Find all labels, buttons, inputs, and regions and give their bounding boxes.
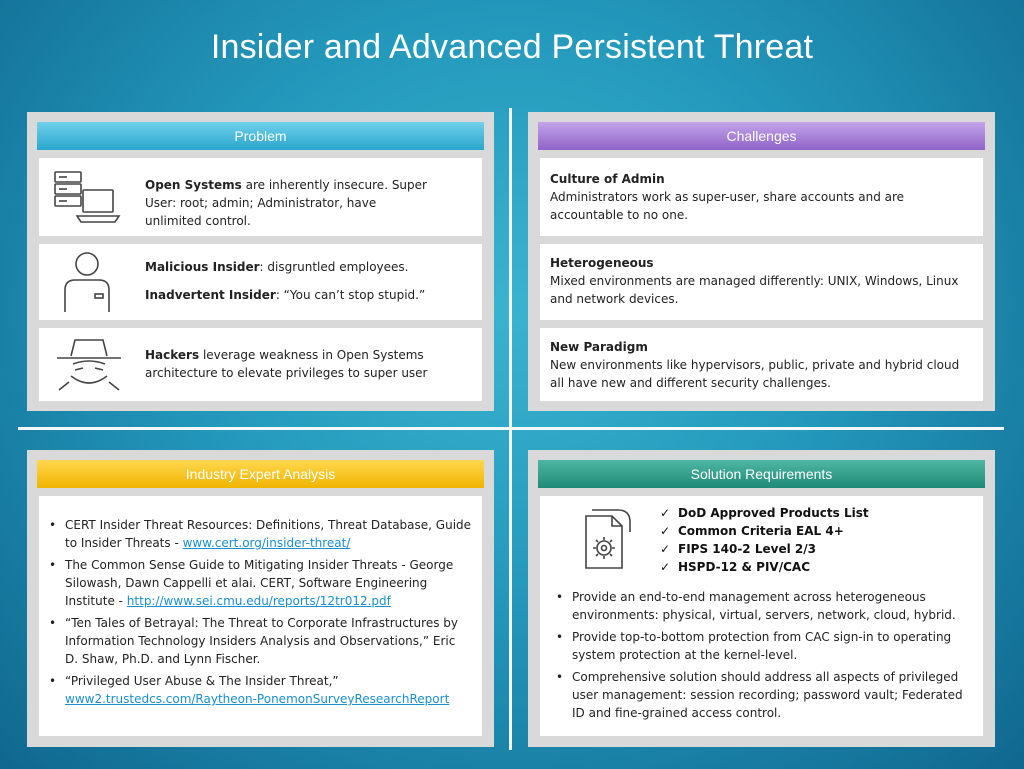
solution-list <box>554 588 972 726</box>
page-title: Insider and Advanced Persistent Threat <box>210 28 814 66</box>
challenge-row-new-paradigm <box>540 328 983 401</box>
list-item: • Provide top-to-bottom protection from CAC sign-in to operating system protection at the kernel-level. <box>556 630 952 662</box>
document-gear-icon <box>578 508 638 572</box>
certification-checklist <box>660 504 980 576</box>
list-item: • Provide an end-to-end management across heterogeneous environments: physical, virtual, servers, network, cloud, hybrid. <box>556 590 956 622</box>
list-item: • “Ten Tales of Betrayal: The Threat to Corporate Infrastructures by Information Technology Insiders Analysis and Observations,” Eric D. Shaw, Ph.D. and Lynn Fischer. <box>49 616 458 666</box>
list-item: ✓ Common Criteria EAL 4+ <box>660 524 844 538</box>
check-icon: ✓ <box>660 506 671 520</box>
challenge-row-heterogeneous <box>540 244 983 320</box>
open-systems-text: Open Systems are inherently insecure. Super User: root; admin; Administrator, have unlimited control. <box>145 178 427 228</box>
cert-link[interactable]: www.cert.org/insider-threat/ <box>182 536 351 550</box>
problem-row-open-systems <box>39 158 482 236</box>
challenge-row-culture <box>540 158 983 236</box>
list-item: • Comprehensive solution should address all aspects of privileged user management: session recording; password vault; Federated ID and fine-grained access control. <box>556 670 963 720</box>
problem-row-insiders <box>39 244 482 320</box>
industry-panel <box>27 450 494 747</box>
challenges-panel <box>528 112 995 411</box>
challenge-title: New Paradigm <box>550 340 648 354</box>
hackers-text: Hackers leverage weakness in Open Systems architecture to elevate privileges to super user <box>145 348 428 380</box>
solution-header: Solution Requirements <box>538 460 985 488</box>
sei-link[interactable]: http://www.sei.cmu.edu/reports/12tr012.pdf <box>126 594 391 608</box>
list-item: ✓ DoD Approved Products List <box>660 506 869 520</box>
list-item: • CERT Insider Threat Resources: Definitions, Threat Database, Guide to Insider Threats - www.cert.org/insider-threat/ <box>49 518 472 550</box>
challenge-text: New environments like hypervisors, public, private and hybrid cloud all have new and different security challenges. <box>550 358 960 390</box>
industry-body <box>39 496 482 736</box>
industry-list <box>47 516 472 712</box>
check-icon: ✓ <box>660 560 671 574</box>
list-item: • “Privileged User Abuse & The Insider Threat,” www2.trustedcs.com/Raytheon-PonemonSurveyResearchReport <box>49 674 450 706</box>
trustedcs-link[interactable]: www2.trustedcs.com/Raytheon-PonemonSurveyResearchReport <box>65 692 450 706</box>
hacker-icon <box>53 336 125 392</box>
problem-row-hackers <box>39 328 482 401</box>
list-item: • The Common Sense Guide to Mitigating Insider Threats - George Silowash, Dawn Cappelli et alai. CERT, Software Engineering Institute - http://www.sei.cmu.edu/reports/12tr012.pdf <box>49 558 454 608</box>
challenge-text: Administrators work as super-user, share accounts and are accountable to no one. <box>550 190 905 222</box>
problem-header: Problem <box>37 122 484 150</box>
check-icon: ✓ <box>660 542 671 556</box>
list-item: ✓ HSPD-12 & PIV/CAC <box>660 560 810 574</box>
inadvertent-insider-text: Inadvertent Insider: “You can’t stop stupid.” <box>145 288 426 302</box>
computer-icon <box>53 170 123 226</box>
horizontal-divider <box>18 427 1004 430</box>
problem-panel <box>27 112 494 411</box>
challenges-header: Challenges <box>538 122 985 150</box>
challenge-title: Culture of Admin <box>550 172 665 186</box>
malicious-insider-text: Malicious Insider: disgruntled employees. <box>145 260 409 274</box>
industry-header: Industry Expert Analysis <box>37 460 484 488</box>
list-item: ✓ FIPS 140-2 Level 2/3 <box>660 542 816 556</box>
challenge-title: Heterogeneous <box>550 256 654 270</box>
challenge-text: Mixed environments are managed differently: UNIX, Windows, Linux and network devices. <box>550 274 959 306</box>
person-icon <box>57 250 117 314</box>
solution-panel <box>528 450 995 747</box>
check-icon: ✓ <box>660 524 671 538</box>
solution-body <box>540 496 983 736</box>
